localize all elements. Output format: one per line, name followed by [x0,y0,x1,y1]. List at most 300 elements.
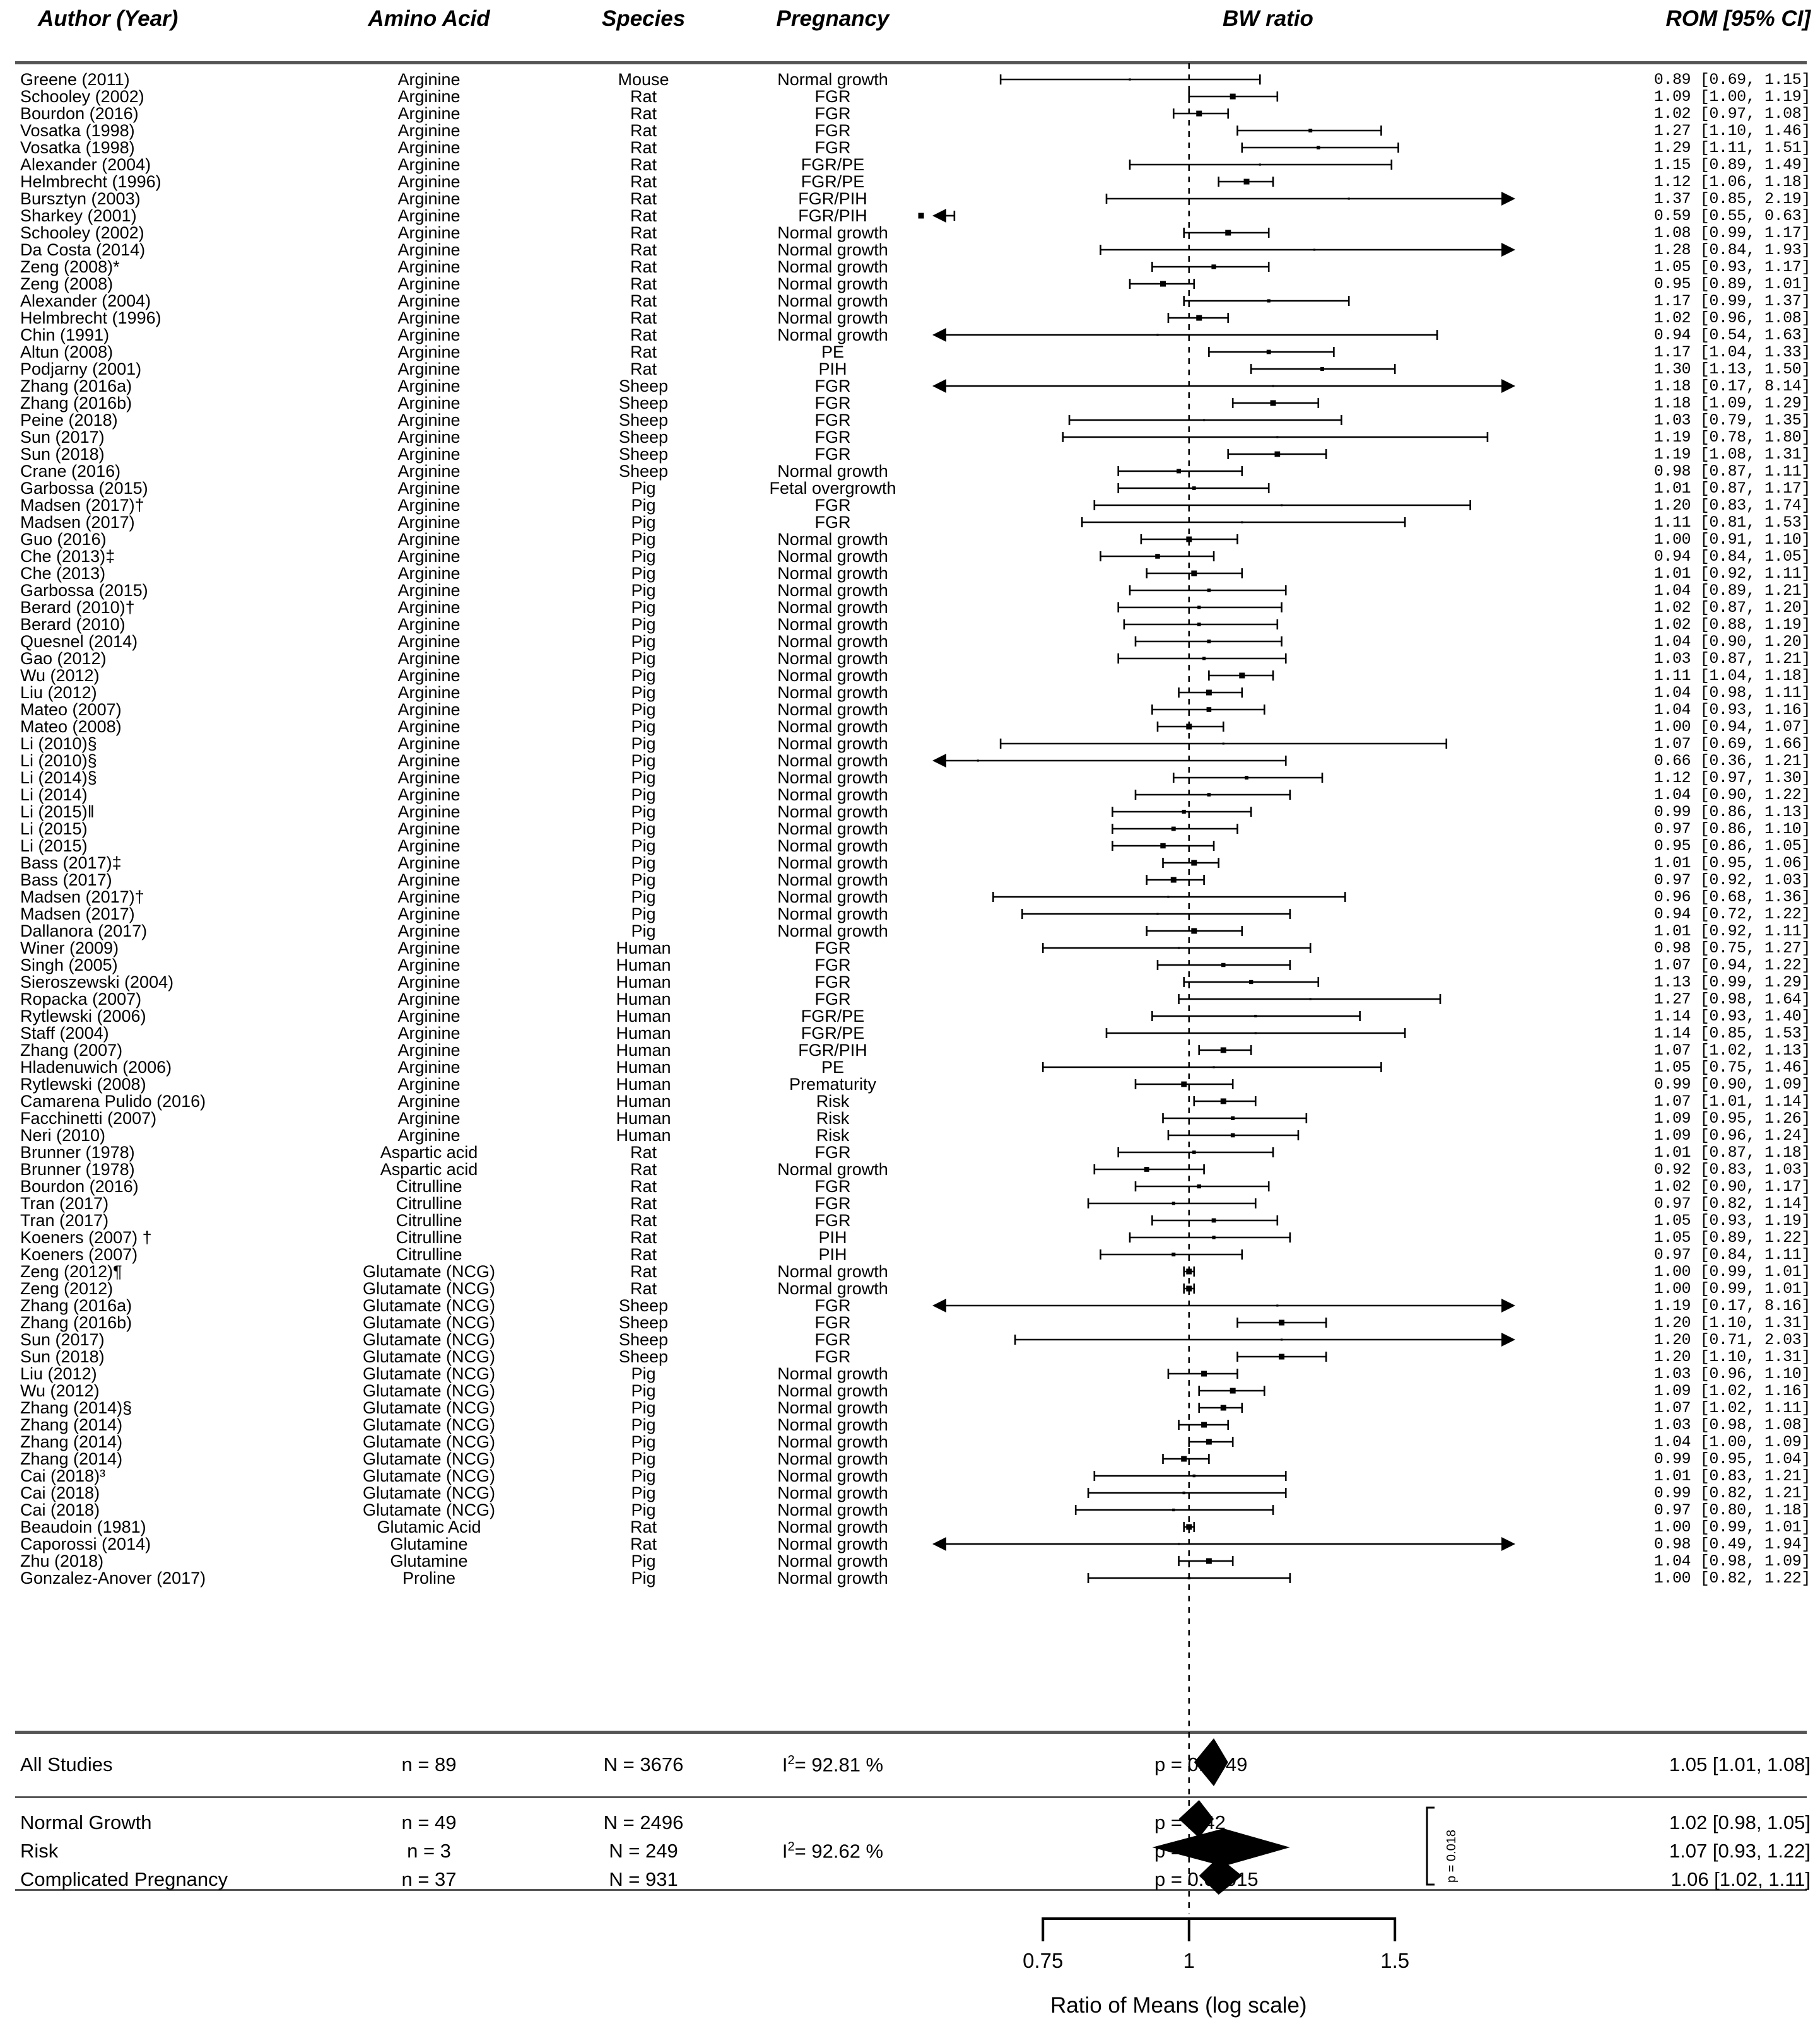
author-cell: Alexander (2004) [20,291,151,310]
pregnancy-cell: FGR [814,445,851,464]
species-cell: Rat [630,291,657,310]
author-cell: Li (2010)§ [20,734,97,753]
point-estimate-marker [1244,179,1250,185]
forest-row [1088,1488,1286,1498]
amino-acid-cell: Arginine [397,700,461,719]
point-estimate-marker [1193,1475,1195,1477]
i2-symbol: I [782,1840,788,1863]
author-cell: Mateo (2008) [20,717,122,736]
author-cell: Zhang (2016b) [20,394,132,412]
species-cell: Rat [630,155,657,174]
species-cell: Pig [631,1432,656,1451]
species-cell: Rat [630,206,657,225]
species-cell: Pig [631,598,656,617]
summary-all-rom: 1.05 [1.01, 1.08] [1669,1753,1811,1775]
amino-acid-cell: Aspartic acid [380,1143,478,1162]
rom-cell: 0.94 [0.72, 1.22] [1653,905,1811,923]
species-cell: Pig [631,836,656,855]
author-cell: Sieroszewski (2004) [20,973,174,991]
rom-cell: 1.30 [1.13, 1.50] [1653,360,1811,378]
forest-row [1168,1130,1298,1140]
ci-arrow-left [932,328,946,342]
species-cell: Pig [631,649,656,668]
point-estimate-marker [1178,947,1180,949]
point-estimate-marker [1212,1236,1215,1239]
point-estimate-marker [1221,1405,1226,1411]
author-cell: Sun (2017) [20,428,105,447]
point-estimate-marker [1192,486,1196,490]
forest-row [1118,466,1242,476]
amino-acid-cell: Citrulline [396,1177,462,1196]
pregnancy-cell: Normal growth [777,325,888,344]
point-estimate-marker [1186,1286,1192,1292]
forest-row [1001,74,1260,85]
rom-cell: 1.01 [0.87, 1.18] [1653,1143,1811,1162]
point-estimate-marker [1276,1304,1278,1306]
amino-acid-cell: Arginine [397,615,461,634]
rom-cell: 1.12 [0.97, 1.30] [1653,769,1811,787]
species-cell: Sheep [618,377,669,395]
forest-row [1001,739,1447,749]
forest-row [1189,91,1277,102]
pregnancy-cell: Normal growth [777,802,888,821]
pregnancy-cell: Normal growth [777,683,888,702]
species-cell: Pig [631,700,656,719]
forest-row [1124,619,1277,629]
author-cell: Altun (2008) [20,342,114,361]
point-estimate-marker [1155,554,1160,559]
species-cell: Rat [630,1262,657,1281]
rom-cell: 1.09 [0.96, 1.24] [1653,1126,1811,1145]
species-cell: Pig [631,802,656,821]
rom-cell: 1.27 [1.10, 1.46] [1653,122,1811,140]
species-cell: Pig [631,1483,656,1502]
forest-row [1043,1062,1381,1072]
forest-row [1118,602,1282,612]
rom-cell: 1.07 [1.01, 1.14] [1653,1092,1811,1111]
forest-row [1015,1333,1515,1347]
author-cell: Greene (2011) [20,70,130,89]
i2-symbol: I [782,1753,788,1776]
rom-cell: 1.14 [0.93, 1.40] [1653,1007,1811,1026]
point-estimate-marker [1171,827,1176,831]
forest-row [1147,926,1242,936]
axis-title: Ratio of Means (log scale) [1050,1993,1307,2018]
author-cell: Garbossa (2015) [20,581,148,600]
rom-cell: 1.20 [1.10, 1.31] [1653,1348,1811,1366]
pregnancy-cell: PE [821,342,845,361]
point-estimate-marker [1267,299,1271,302]
forest-row [1136,636,1282,646]
forest-row [1168,313,1228,323]
rom-cell: 1.08 [0.99, 1.17] [1653,224,1811,242]
author-cell: Madsen (2017) [20,513,135,532]
i2-value: = 92.62 % [794,1840,884,1863]
summary-sub0-label: Normal Growth [20,1811,152,1833]
point-estimate-marker [1196,111,1202,117]
amino-acid-cell: Arginine [397,547,461,566]
author-cell: Madsen (2017) [20,904,135,923]
amino-acid-cell: Citrulline [396,1245,462,1264]
rom-cell: 1.14 [0.85, 1.53] [1653,1024,1811,1043]
pregnancy-cell: Normal growth [777,700,888,719]
pregnancy-cell: Normal growth [777,751,888,770]
column-header-bw-ratio: BW ratio [1223,6,1313,31]
amino-acid-cell: Glutamic Acid [377,1518,481,1536]
species-cell: Pig [631,1466,656,1485]
subgroup-bracket-pvalue: p = 0.018 [1445,1830,1459,1883]
pregnancy-cell: FGR [814,973,851,991]
species-cell: Pig [631,785,656,804]
author-cell: Beaudoin (1981) [20,1518,146,1536]
amino-acid-cell: Citrulline [396,1228,462,1247]
rom-cell: 1.05 [0.93, 1.19] [1653,1212,1811,1230]
amino-acid-cell: Arginine [397,683,461,702]
amino-acid-cell: Arginine [397,496,461,515]
author-cell: Caporossi (2014) [20,1535,151,1553]
species-cell: Sheep [618,1313,669,1332]
author-cell: Vosatka (1998) [20,121,135,140]
rom-cell: 0.97 [0.82, 1.14] [1653,1195,1811,1213]
point-estimate-marker [1320,367,1324,371]
forest-row [1130,1232,1290,1243]
pregnancy-cell: FGR [814,496,851,515]
rom-cell: 1.01 [0.92, 1.11] [1653,922,1811,940]
rom-cell: 1.09 [1.02, 1.16] [1653,1382,1811,1400]
point-estimate-marker [1317,146,1320,149]
pregnancy-cell: Normal growth [777,1364,888,1383]
point-estimate-marker [919,213,924,219]
amino-acid-cell: Arginine [397,121,461,140]
author-cell: Helmbrecht (1996) [20,172,161,191]
pregnancy-cell: FGR [814,1177,851,1196]
amino-acid-cell: Proline [402,1569,456,1588]
species-cell: Rat [630,1160,657,1179]
amino-acid-cell: Arginine [397,564,461,583]
rom-cell: 1.18 [0.17, 8.14] [1653,377,1811,395]
amino-acid-cell: Arginine [397,428,461,447]
forest-row [1130,279,1194,289]
amino-acid-cell: Arginine [397,1058,461,1077]
amino-acid-cell: Arginine [397,445,461,464]
ci-arrow-right [1501,1333,1515,1347]
summary-sub2-pvalue: p = 0.00015 [1154,1868,1259,1890]
rom-cell: 1.17 [1.04, 1.33] [1653,343,1811,361]
rom-cell: 1.28 [0.84, 1.93] [1653,241,1811,259]
forest-row [1069,415,1341,425]
rom-cell: 1.18 [1.09, 1.29] [1653,394,1811,412]
rom-cell: 1.04 [1.00, 1.09] [1653,1433,1811,1451]
forest-row [1238,1352,1327,1362]
rom-cell: 0.96 [0.68, 1.36] [1653,888,1811,906]
amino-acid-cell: Glutamate (NCG) [362,1449,496,1468]
amino-acid-cell: Arginine [397,240,461,259]
pregnancy-cell: PIH [818,1228,847,1247]
amino-acid-cell: Glutamate (NCG) [362,1279,496,1298]
species-cell: Pig [631,1364,656,1383]
species-cell: Rat [630,240,657,259]
author-cell: Koeners (2007) † [20,1228,152,1247]
amino-acid-cell: Arginine [397,377,461,395]
pregnancy-cell: Normal growth [777,308,888,327]
author-cell: Garbossa (2015) [20,479,148,498]
point-estimate-marker [1272,385,1274,387]
forest-row [1076,1505,1273,1515]
amino-acid-cell: Arginine [397,308,461,327]
amino-acid-cell: Arginine [397,394,461,412]
author-cell: Tran (2017) [20,1211,109,1230]
point-estimate-marker [1348,197,1350,199]
author-cell: Zhu (2018) [20,1552,104,1570]
point-estimate-marker [1281,1338,1283,1340]
author-cell: Guo (2016) [20,530,107,549]
amino-acid-cell: Arginine [397,581,461,600]
point-estimate-marker [1212,1219,1216,1223]
amino-acid-cell: Aspartic acid [380,1160,478,1179]
forest-row [1147,568,1242,578]
forest-row [1179,994,1440,1004]
forest-row [932,379,1515,393]
pregnancy-cell: FGR [814,104,851,123]
species-cell: Human [616,1024,671,1043]
species-cell: Rat [630,1228,657,1247]
amino-acid-cell: Arginine [397,870,461,889]
forest-row [1082,517,1405,527]
ci-arrow-left [932,754,946,768]
forest-row [1118,653,1286,664]
amino-acid-cell: Glutamine [390,1535,468,1553]
point-estimate-marker [1231,1116,1235,1120]
author-cell: Peine (2018) [20,411,118,430]
ci-arrow-left [932,1299,946,1313]
pregnancy-cell: FGR [814,394,851,412]
amino-acid-cell: Arginine [397,87,461,106]
ci-arrow-left [932,379,946,393]
point-estimate-marker [1178,1543,1180,1545]
rom-cell: 1.07 [1.02, 1.13] [1653,1041,1811,1060]
pregnancy-cell: FGR [814,939,851,957]
axis-tick-label-2: 1.5 [1380,1949,1410,1972]
rom-cell: 1.20 [0.83, 1.74] [1653,496,1811,515]
point-estimate-marker [1221,1099,1226,1104]
summary-all-N: N = 3676 [603,1753,684,1775]
rom-cell: 1.09 [1.00, 1.19] [1653,88,1811,106]
species-cell: Sheep [618,445,669,464]
summary-all-label: All Studies [20,1753,113,1775]
author-cell: Madsen (2017)† [20,496,144,515]
rom-cell: 1.17 [0.99, 1.37] [1653,292,1811,310]
point-estimate-marker [1279,1320,1284,1326]
amino-acid-cell: Glutamate (NCG) [362,1500,496,1519]
rom-cell: 1.00 [0.94, 1.07] [1653,718,1811,736]
ci-arrow-right [1501,379,1515,393]
point-estimate-marker [1231,1133,1235,1138]
forest-row [993,892,1345,902]
rom-cell: 1.20 [1.10, 1.31] [1653,1314,1811,1332]
pregnancy-cell: Prematurity [789,1075,877,1094]
pregnancy-cell: Normal growth [777,853,888,872]
author-cell: Da Costa (2014) [20,240,146,259]
forest-row [1112,824,1237,834]
rom-cell: 1.03 [0.87, 1.21] [1653,650,1811,668]
author-cell: Wu (2012) [20,666,100,685]
species-cell: Pig [631,1415,656,1434]
forest-row [1147,875,1204,885]
rom-cell: 1.02 [0.87, 1.20] [1653,599,1811,617]
author-cell: Madsen (2017)† [20,887,144,906]
pregnancy-cell: Normal growth [777,785,888,804]
point-estimate-marker [1310,998,1312,1000]
ci-arrow-right [1501,243,1515,257]
pregnancy-cell: FGR/PE [801,1024,865,1043]
point-estimate-marker [1191,571,1197,576]
pregnancy-cell: Normal growth [777,819,888,838]
amino-acid-cell: Arginine [397,189,461,208]
pregnancy-cell: Normal growth [777,257,888,276]
summary-sub2-rom: 1.06 [1.02, 1.11] [1670,1868,1811,1890]
point-estimate-marker [1313,249,1315,250]
author-cell: Zeng (2012)¶ [20,1262,122,1281]
pregnancy-cell: FGR [814,513,851,532]
species-cell: Sheep [618,1296,669,1315]
species-cell: Pig [631,1569,656,1588]
point-estimate-marker [1201,1422,1207,1428]
point-estimate-marker [1206,690,1212,696]
forest-row [1136,1079,1233,1089]
species-cell: Rat [630,1211,657,1230]
amino-acid-cell: Arginine [397,360,461,378]
species-cell: Rat [630,104,657,123]
author-cell: Li (2014)§ [20,768,97,787]
forest-row [932,1537,1515,1551]
author-cell: Camarena Pulido (2016) [20,1092,206,1111]
summary-sub0-pvalue: p = 0.42 [1154,1811,1226,1833]
author-cell: Zhang (2016a) [20,1296,132,1315]
species-cell: Pig [631,479,656,498]
forest-row [1179,1420,1228,1430]
pregnancy-cell: FGR/PIH [798,206,867,225]
pregnancy-cell: FGR/PIH [798,1041,867,1060]
author-cell: Dallanora (2017) [20,921,148,940]
point-estimate-marker [1183,1492,1185,1494]
pregnancy-cell: Normal growth [777,1500,888,1519]
i2-superscript: 2 [787,1753,795,1767]
amino-acid-cell: Arginine [397,751,461,770]
point-estimate-marker [1207,588,1211,592]
point-estimate-marker [1221,1048,1226,1053]
species-cell: Pig [631,1552,656,1570]
point-estimate-marker [1171,1253,1175,1256]
forest-row [932,754,1286,768]
author-cell: Zhang (2016a) [20,377,132,395]
point-estimate-marker [1230,1388,1236,1394]
amino-acid-cell: Arginine [397,785,461,804]
rom-cell: 1.04 [0.90, 1.22] [1653,786,1811,804]
amino-acid-cell: Arginine [397,206,461,225]
point-estimate-marker [1197,623,1201,626]
point-estimate-marker [1206,1559,1212,1564]
amino-acid-cell: Arginine [397,853,461,872]
pregnancy-cell: FGR [814,990,851,1009]
author-cell: Gonzalez-Anover (2017) [20,1569,206,1588]
pregnancy-cell: Normal growth [777,768,888,787]
species-cell: Pig [631,1500,656,1519]
pregnancy-cell: Normal growth [777,1279,888,1298]
species-cell: Human [616,1126,671,1145]
summary-sub2-n: n = 37 [401,1868,457,1890]
point-estimate-marker [1206,1439,1212,1445]
rom-cell: 1.03 [0.96, 1.10] [1653,1365,1811,1383]
species-cell: Rat [630,1535,657,1553]
pregnancy-cell: FGR/PE [801,172,865,191]
rom-cell: 1.01 [0.92, 1.11] [1653,564,1811,583]
author-cell: Li (2015) [20,819,88,838]
pregnancy-cell: Normal growth [777,904,888,923]
column-header-rom: ROM [95% CI] [1665,6,1811,31]
pregnancy-cell: Normal growth [777,649,888,668]
forest-row [1112,841,1214,851]
author-cell: Bursztyn (2003) [20,189,141,208]
author-cell: Sun (2017) [20,1330,105,1349]
species-cell: Rat [630,325,657,344]
point-estimate-marker [1255,1032,1257,1034]
rom-cell: 1.02 [0.96, 1.08] [1653,309,1811,327]
point-estimate-marker [1308,129,1312,132]
species-cell: Pig [631,496,656,515]
amino-acid-cell: Glutamate (NCG) [362,1415,496,1434]
rom-cell: 1.03 [0.98, 1.08] [1653,1416,1811,1434]
rom-cell: 0.99 [0.86, 1.13] [1653,803,1811,821]
point-estimate-marker [1207,793,1211,797]
rom-cell: 0.99 [0.95, 1.04] [1653,1450,1811,1468]
point-estimate-marker [1254,1015,1257,1017]
species-cell: Rat [630,308,657,327]
pregnancy-cell: Normal growth [777,1432,888,1451]
forest-row [1152,262,1269,272]
pregnancy-cell: Normal growth [777,598,888,617]
species-cell: Pig [631,1398,656,1417]
amino-acid-cell: Glutamate (NCG) [362,1330,496,1349]
species-cell: Sheep [618,1347,669,1366]
rom-cell: 1.00 [0.99, 1.01] [1653,1263,1811,1281]
point-estimate-marker [1167,896,1169,898]
pregnancy-cell: FGR [814,1211,851,1230]
author-cell: Tran (2017) [20,1194,109,1213]
point-estimate-marker [1203,419,1205,421]
forest-row [1043,943,1310,953]
rom-cell: 1.00 [0.99, 1.01] [1653,1518,1811,1536]
author-cell: Chin (1991) [20,325,110,344]
pregnancy-cell: Normal growth [777,887,888,906]
pregnancy-cell: Normal growth [777,836,888,855]
species-cell: Human [616,1109,671,1128]
rom-cell: 1.04 [0.89, 1.21] [1653,582,1811,600]
amino-acid-cell: Arginine [397,666,461,685]
rom-cell: 1.12 [1.06, 1.18] [1653,173,1811,191]
subgroup-comparison-bracket [1427,1808,1435,1885]
ci-arrow-right [1501,1537,1515,1551]
amino-acid-cell: Arginine [397,1092,461,1111]
amino-acid-cell: Arginine [397,939,461,957]
species-cell: Human [616,1007,671,1026]
amino-acid-cell: Citrulline [396,1194,462,1213]
amino-acid-cell: Arginine [397,1007,461,1026]
forest-row [1179,1556,1233,1566]
species-cell: Pig [631,751,656,770]
author-cell: Zhang (2014)§ [20,1398,132,1417]
forest-row [1130,585,1286,595]
author-cell: Cai (2018)³ [20,1466,106,1485]
